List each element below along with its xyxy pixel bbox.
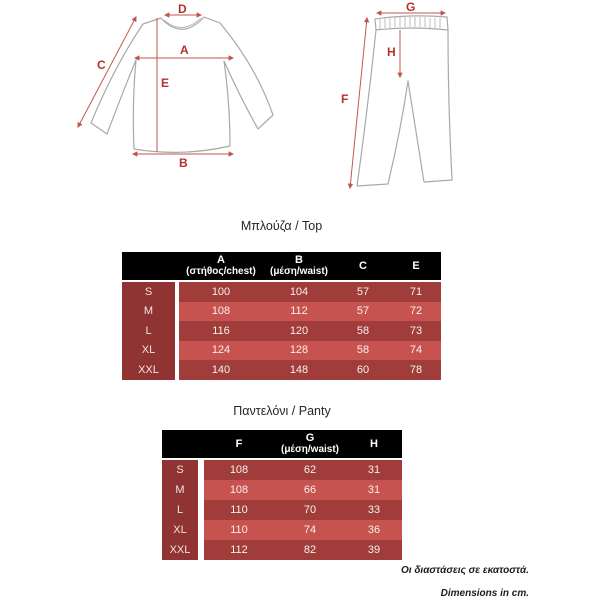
shirt-label-c: C xyxy=(97,58,106,72)
column-header-g xyxy=(274,430,346,458)
cell: 128 xyxy=(263,341,335,361)
collar-inner-line xyxy=(164,18,201,28)
size-label: S xyxy=(162,460,198,480)
shirt-label-b: B xyxy=(179,156,188,170)
cell: 57 xyxy=(335,282,391,302)
column-subtitle: (στήθος/chest) xyxy=(186,266,256,277)
pants-table-body xyxy=(162,460,402,560)
size-label: L xyxy=(162,500,198,520)
measure-line-f xyxy=(350,18,367,188)
column-header-a xyxy=(179,252,263,280)
cell: 108 xyxy=(179,302,263,322)
cell: 70 xyxy=(274,500,346,520)
pants-size-table xyxy=(162,430,402,560)
column-subtitle: (μέση/waist) xyxy=(269,266,329,277)
table-row xyxy=(122,302,441,322)
dimensions-note-english: Dimensions in cm. xyxy=(440,588,529,599)
cell: 110 xyxy=(204,500,274,520)
cell: 148 xyxy=(263,360,335,380)
cell: 104 xyxy=(263,282,335,302)
size-label: XXL xyxy=(122,360,175,380)
column-subtitle: (μέση/waist) xyxy=(280,444,340,455)
table-row xyxy=(162,540,402,560)
size-label: M xyxy=(162,480,198,500)
size-label: L xyxy=(122,321,175,341)
header-spacer xyxy=(122,252,179,280)
size-label: S xyxy=(122,282,175,302)
dimensions-note xyxy=(401,559,529,600)
cell: 31 xyxy=(346,460,402,480)
column-letter: A xyxy=(217,254,225,266)
top-table-header xyxy=(122,252,441,280)
pants-label-f: F xyxy=(341,92,349,106)
column-letter: B xyxy=(295,254,303,266)
cell: 110 xyxy=(204,520,274,540)
table-row xyxy=(122,341,441,361)
cell: 74 xyxy=(274,520,346,540)
table-row xyxy=(162,460,402,480)
column-header-f xyxy=(204,430,274,458)
column-header-e xyxy=(391,252,441,280)
cell: 112 xyxy=(204,540,274,560)
cell: 74 xyxy=(391,341,441,361)
table-row xyxy=(122,321,441,341)
cell: 58 xyxy=(335,321,391,341)
cell: 62 xyxy=(274,460,346,480)
pants-label-g: G xyxy=(406,2,416,14)
size-label: M xyxy=(122,302,175,322)
shirt-diagram xyxy=(60,3,290,178)
cell: 78 xyxy=(391,360,441,380)
cell: 72 xyxy=(391,302,441,322)
cell: 82 xyxy=(274,540,346,560)
table-row xyxy=(122,360,441,380)
top-table-title: Μπλούζα / Top xyxy=(240,219,323,233)
shirt-label-d: D xyxy=(178,3,187,16)
cell: 108 xyxy=(204,480,274,500)
column-header-b xyxy=(263,252,335,280)
cell: 58 xyxy=(335,341,391,361)
cell: 124 xyxy=(179,341,263,361)
cell: 33 xyxy=(346,500,402,520)
cell: 36 xyxy=(346,520,402,540)
waistband-ribs xyxy=(380,17,440,29)
cell: 116 xyxy=(179,321,263,341)
pants-table-title: Παντελόνι / Panty xyxy=(233,404,331,418)
cell: 73 xyxy=(391,321,441,341)
cell: 71 xyxy=(391,282,441,302)
header-spacer xyxy=(162,430,204,458)
table-row xyxy=(122,282,441,302)
pants-outline xyxy=(357,30,452,186)
top-table-body xyxy=(122,282,441,380)
shirt-label-e: E xyxy=(161,76,170,90)
shirt-label-a: A xyxy=(180,43,189,57)
pants-diagram xyxy=(330,2,480,202)
pants-table-header xyxy=(162,430,402,458)
cell: 140 xyxy=(179,360,263,380)
size-label: XL xyxy=(122,341,175,361)
pants-waistband xyxy=(375,16,448,30)
cell: 31 xyxy=(346,480,402,500)
column-header-c xyxy=(335,252,391,280)
dimensions-note-greek: Οι διαστάσεις σε εκατοστά. xyxy=(400,565,529,576)
table-row xyxy=(162,500,402,520)
shirt-outline xyxy=(91,17,273,152)
cell: 57 xyxy=(335,302,391,322)
column-letter: G xyxy=(305,432,315,444)
column-letter: H xyxy=(370,438,378,450)
column-letter: C xyxy=(359,260,367,272)
cell: 66 xyxy=(274,480,346,500)
cell: 112 xyxy=(263,302,335,322)
size-label: XXL xyxy=(162,540,198,560)
top-size-table xyxy=(122,252,441,380)
measure-line-c xyxy=(78,17,136,127)
cell: 39 xyxy=(346,540,402,560)
pants-label-h: H xyxy=(387,45,396,59)
table-row xyxy=(162,520,402,540)
cell: 120 xyxy=(263,321,335,341)
column-letter: F xyxy=(235,438,243,450)
size-label: XL xyxy=(162,520,198,540)
cell: 100 xyxy=(179,282,263,302)
table-row xyxy=(162,480,402,500)
cell: 108 xyxy=(204,460,274,480)
column-letter: E xyxy=(412,260,420,272)
cell: 60 xyxy=(335,360,391,380)
column-header-h xyxy=(346,430,402,458)
